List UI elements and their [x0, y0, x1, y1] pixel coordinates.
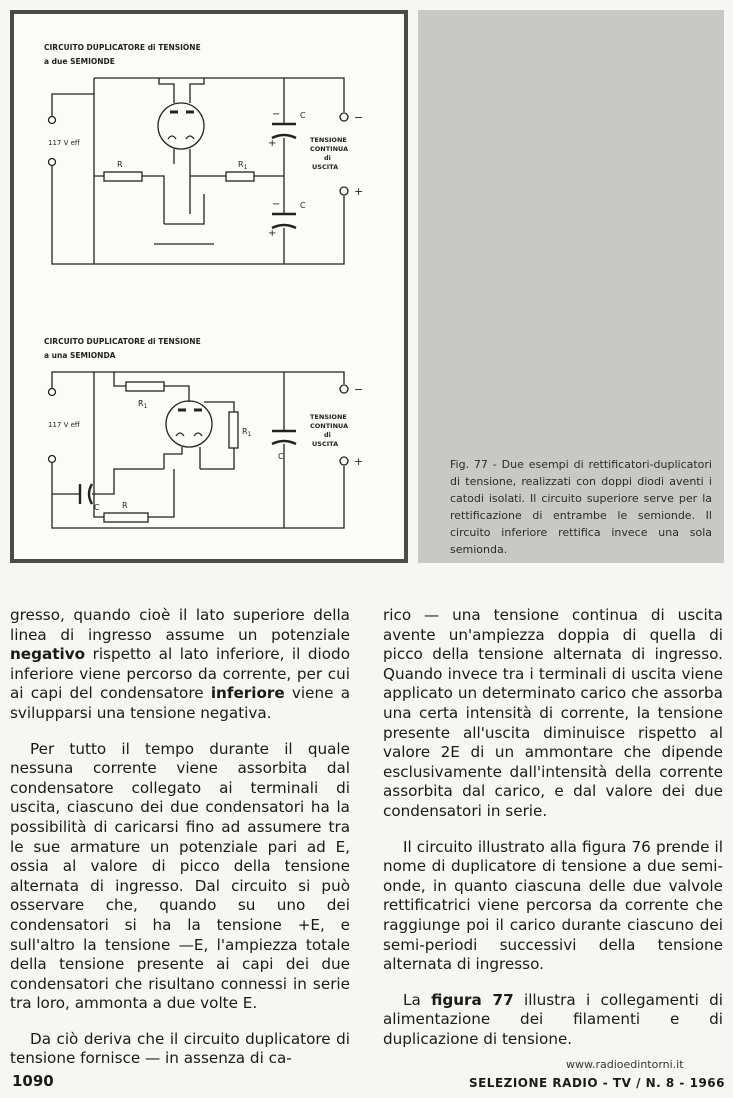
svg-text:−: − [354, 111, 364, 124]
top-resistor-r1 [226, 172, 254, 181]
top-title-line1: CIRCUITO DUPLICATORE di TENSIONE [44, 43, 201, 52]
top-title-line2: a due SEMIONDE [44, 57, 115, 66]
schematic-figure [10, 10, 408, 563]
page-number: 1090 [12, 1072, 54, 1090]
top-output-label-2: CONTINUA [310, 145, 349, 153]
top-output-label-1: TENSIONE [310, 136, 347, 144]
top-resistor-r [104, 172, 142, 181]
top-c1-label: C [300, 111, 306, 120]
caption-panel [418, 10, 724, 563]
text-column-right [383, 606, 723, 1065]
text-column-left [10, 606, 350, 1085]
top-c2-label: C [300, 201, 306, 210]
schematic-diagrams [14, 14, 404, 559]
bottom-diode-tube [164, 401, 212, 469]
top-c1-plus: + [268, 138, 277, 149]
bottom-resistor-r [104, 513, 148, 522]
bottom-input-label: 117 V eff [48, 421, 80, 429]
paragraph: Per tutto il tempo durante il quale nessuna corrente viene assorbita dal condensatore collegato ai terminali di uscita, ciascuno dei due condensatori ha la possibilità di caricarsi fino ad assumere tra le sue armature un potenziale pari ad E, ossia al valore di picco della tensione alternata di ingresso. Dal circuito si può osservare che, quando su uno dei condensatori si ha la tensione +E, e sull'altro la tensione —E, l'ampiezza totale della tensione presente ai capi dei due condensatori che risultano connessi in serie tra loro, ammonta a due volte E. [10, 739, 350, 1013]
top-diode-tube [158, 78, 204, 214]
svg-text:R1: $R_1$ [138, 399, 148, 410]
paragraph: Da ciò deriva che il circuito duplicatore di tensione fornisce — in assenza di ca- [10, 1029, 350, 1068]
top-c1-minus: − [272, 109, 281, 120]
top-output-label-3: di [324, 154, 331, 162]
svg-text:R1: $R_1$ [242, 427, 252, 438]
top-output-label-4: USCITA [312, 163, 339, 171]
top-output-terminal-plus [340, 187, 348, 195]
top-c2-minus: − [272, 199, 281, 210]
bottom-input-terminal-lower [49, 456, 56, 463]
bottom-output-label-4: USCITA [312, 440, 339, 448]
bottom-r-label: R [122, 501, 128, 510]
bottom-title-line1: CIRCUITO DUPLICATORE di TENSIONE [44, 337, 201, 346]
paragraph: Il circuito illustrato alla figura 76 prende il nome di duplicatore di tensione a due semi-onde, in quanto ciascuna delle due valvole rettificatrici viene percorsa da corrente che raggiunge poi il carico durante ciascuno dei semi-periodi successivi della tensione alternata di ingresso. [383, 837, 723, 974]
svg-text:−: − [354, 383, 364, 396]
bottom-c-out-label: C [278, 452, 284, 461]
bottom-c-left-label: C [94, 503, 100, 512]
top-input-label: 117 V eff [48, 139, 80, 147]
svg-text:+: + [354, 455, 364, 468]
top-output-terminal-minus [340, 113, 348, 121]
paragraph: La figura 77 illustra i collegamenti di alimentazione dei filamenti e di duplicazione di tensione. [383, 990, 723, 1048]
bottom-output-label-2: CONTINUA [310, 422, 349, 430]
bottom-output-terminal-plus [340, 457, 348, 465]
publication-footer: SELEZIONE RADIO - TV / N. 8 - 1966 [468, 1076, 725, 1090]
top-c2-plus: + [268, 228, 277, 239]
bottom-resistor-r1-side [229, 412, 238, 448]
figure-caption: Fig. 77 - Due esempi di rettificatori-duplicatori di tensione, realizzati con doppi diodi aventi i catodi isolati. Il circuito superiore serve per la rettificazione di entrambe le semionde. Il circuito inferiore rettifica invece una sola semionda. [450, 458, 712, 556]
svg-text:R1: $R_1$ [238, 160, 248, 171]
top-input-terminal-upper [49, 117, 56, 124]
bottom-output-terminal-minus [340, 385, 348, 393]
bottom-resistor-r1-top [126, 382, 164, 391]
watermark: www.radioedintorni.it [566, 1058, 684, 1071]
svg-text:+: + [354, 185, 364, 198]
paragraph: gresso, quando cioè il lato superiore della linea di ingresso assume un potenziale negativo rispetto al lato inferiore, il diodo inferiore viene percorso da corrente, per cui ai capi del condensatore inferiore viene a svilupparsi una tensione negativa. [10, 606, 351, 722]
top-r-label: R [117, 160, 123, 169]
bottom-input-terminal-upper [49, 389, 56, 396]
bottom-output-label-1: TENSIONE [310, 413, 347, 421]
bottom-output-label-3: di [324, 431, 331, 439]
top-input-terminal-lower [49, 159, 56, 166]
bottom-title-line2: a una SEMIONDA [44, 351, 116, 360]
paragraph: rico — una tensione continua di uscita avente un'ampiezza doppia di quella di picco della tensione alternata di ingresso. Quando invece tra i terminali di uscita viene applicato un determinato carico che assorba una certa intensità di corrente, la tensione presente all'uscita diminuisce rispetto al valore 2E di un ammontare che dipende esclusivamente dall'intensità della corrente assorbita dal carico, e dal valore dei due condensatori in serie. [383, 606, 723, 820]
